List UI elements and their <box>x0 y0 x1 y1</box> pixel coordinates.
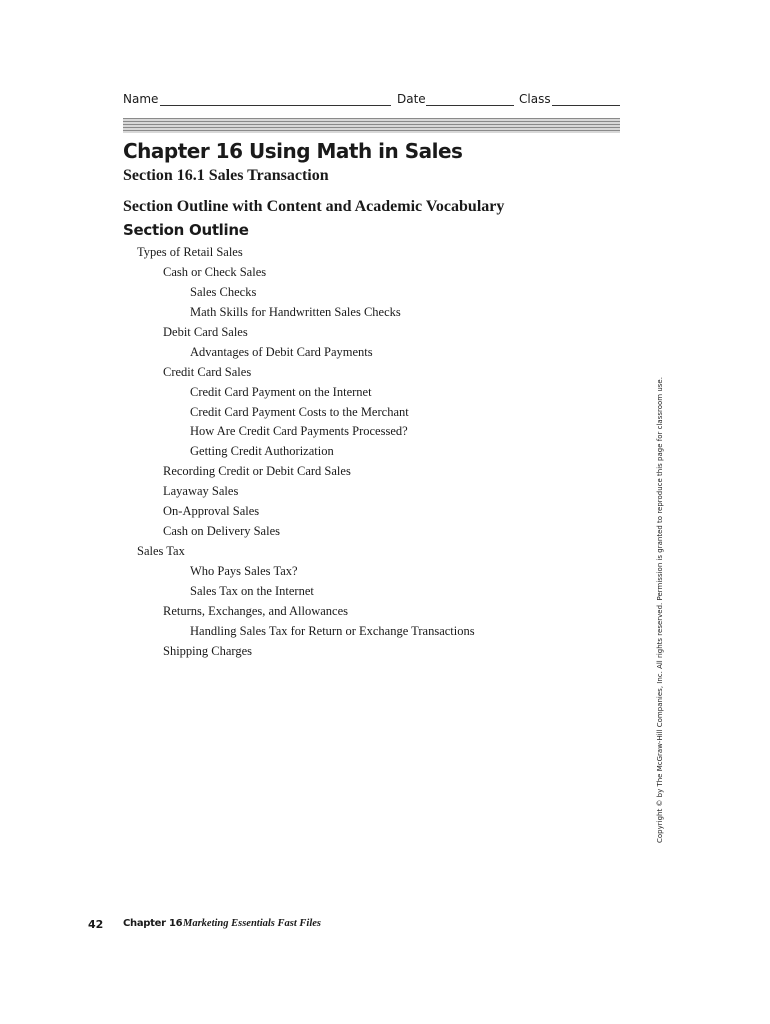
page-number: 42 <box>88 918 104 931</box>
outline-item: Credit Card Payment Costs to the Merchant <box>190 404 409 419</box>
outline-item: Who Pays Sales Tax? <box>190 564 298 578</box>
outline-item: Cash or Check Sales <box>163 264 267 279</box>
chapter-title: Chapter 16 Using Math in Sales <box>123 139 463 163</box>
date-blank <box>426 105 514 106</box>
date-label: Date <box>397 92 426 106</box>
section-title: Section 16.1 Sales Transaction <box>123 167 329 184</box>
outline-item: Advantages of Debit Card Payments <box>190 344 373 359</box>
outline-item: Handling Sales Tax for Return or Exchange Transactions <box>190 623 475 638</box>
class-label: Class <box>519 92 551 106</box>
name-blank <box>160 105 391 106</box>
footer-chapter: Chapter 16 <box>123 918 183 929</box>
outline-item: Debit Card Sales <box>163 324 248 339</box>
outline-item: Sales Checks <box>190 284 257 299</box>
outline-item: Layaway Sales <box>163 484 239 499</box>
outline-item: Cash on Delivery Sales <box>163 524 280 539</box>
outline-item: Types of Retail Sales <box>137 245 243 259</box>
outline-item: Shipping Charges <box>163 643 253 658</box>
outline-item: Sales Tax <box>137 544 185 559</box>
outline-item: Getting Credit Authorization <box>190 444 334 459</box>
student-info-header <box>123 92 620 110</box>
outline-item: How Are Credit Card Payments Processed? <box>190 424 408 439</box>
footer-book-title: Marketing Essentials Fast Files <box>183 918 321 929</box>
section-outline-label: Section Outline <box>123 221 249 239</box>
outline-item: Credit Card Sales <box>163 364 252 379</box>
header-rule <box>123 118 620 133</box>
outline-item: Sales Tax on the Internet <box>190 583 314 598</box>
copyright-notice: Copyright © by The McGraw-Hill Companies, Inc. All rights reserved. Permission is granted to reproduce this page for classroom use. <box>656 377 664 843</box>
outline-item: On-Approval Sales <box>163 504 260 519</box>
section-outline-list <box>0 242 640 661</box>
outline-heading: Section Outline with Content and Academic Vocabulary <box>123 198 505 215</box>
outline-item: Credit Card Payment on the Internet <box>190 384 372 399</box>
outline-item: Recording Credit or Debit Card Sales <box>163 464 351 479</box>
outline-item: Returns, Exchanges, and Allowances <box>163 603 349 618</box>
class-blank <box>552 105 620 106</box>
name-label: Name <box>123 92 159 106</box>
outline-item: Math Skills for Handwritten Sales Checks <box>190 304 401 319</box>
